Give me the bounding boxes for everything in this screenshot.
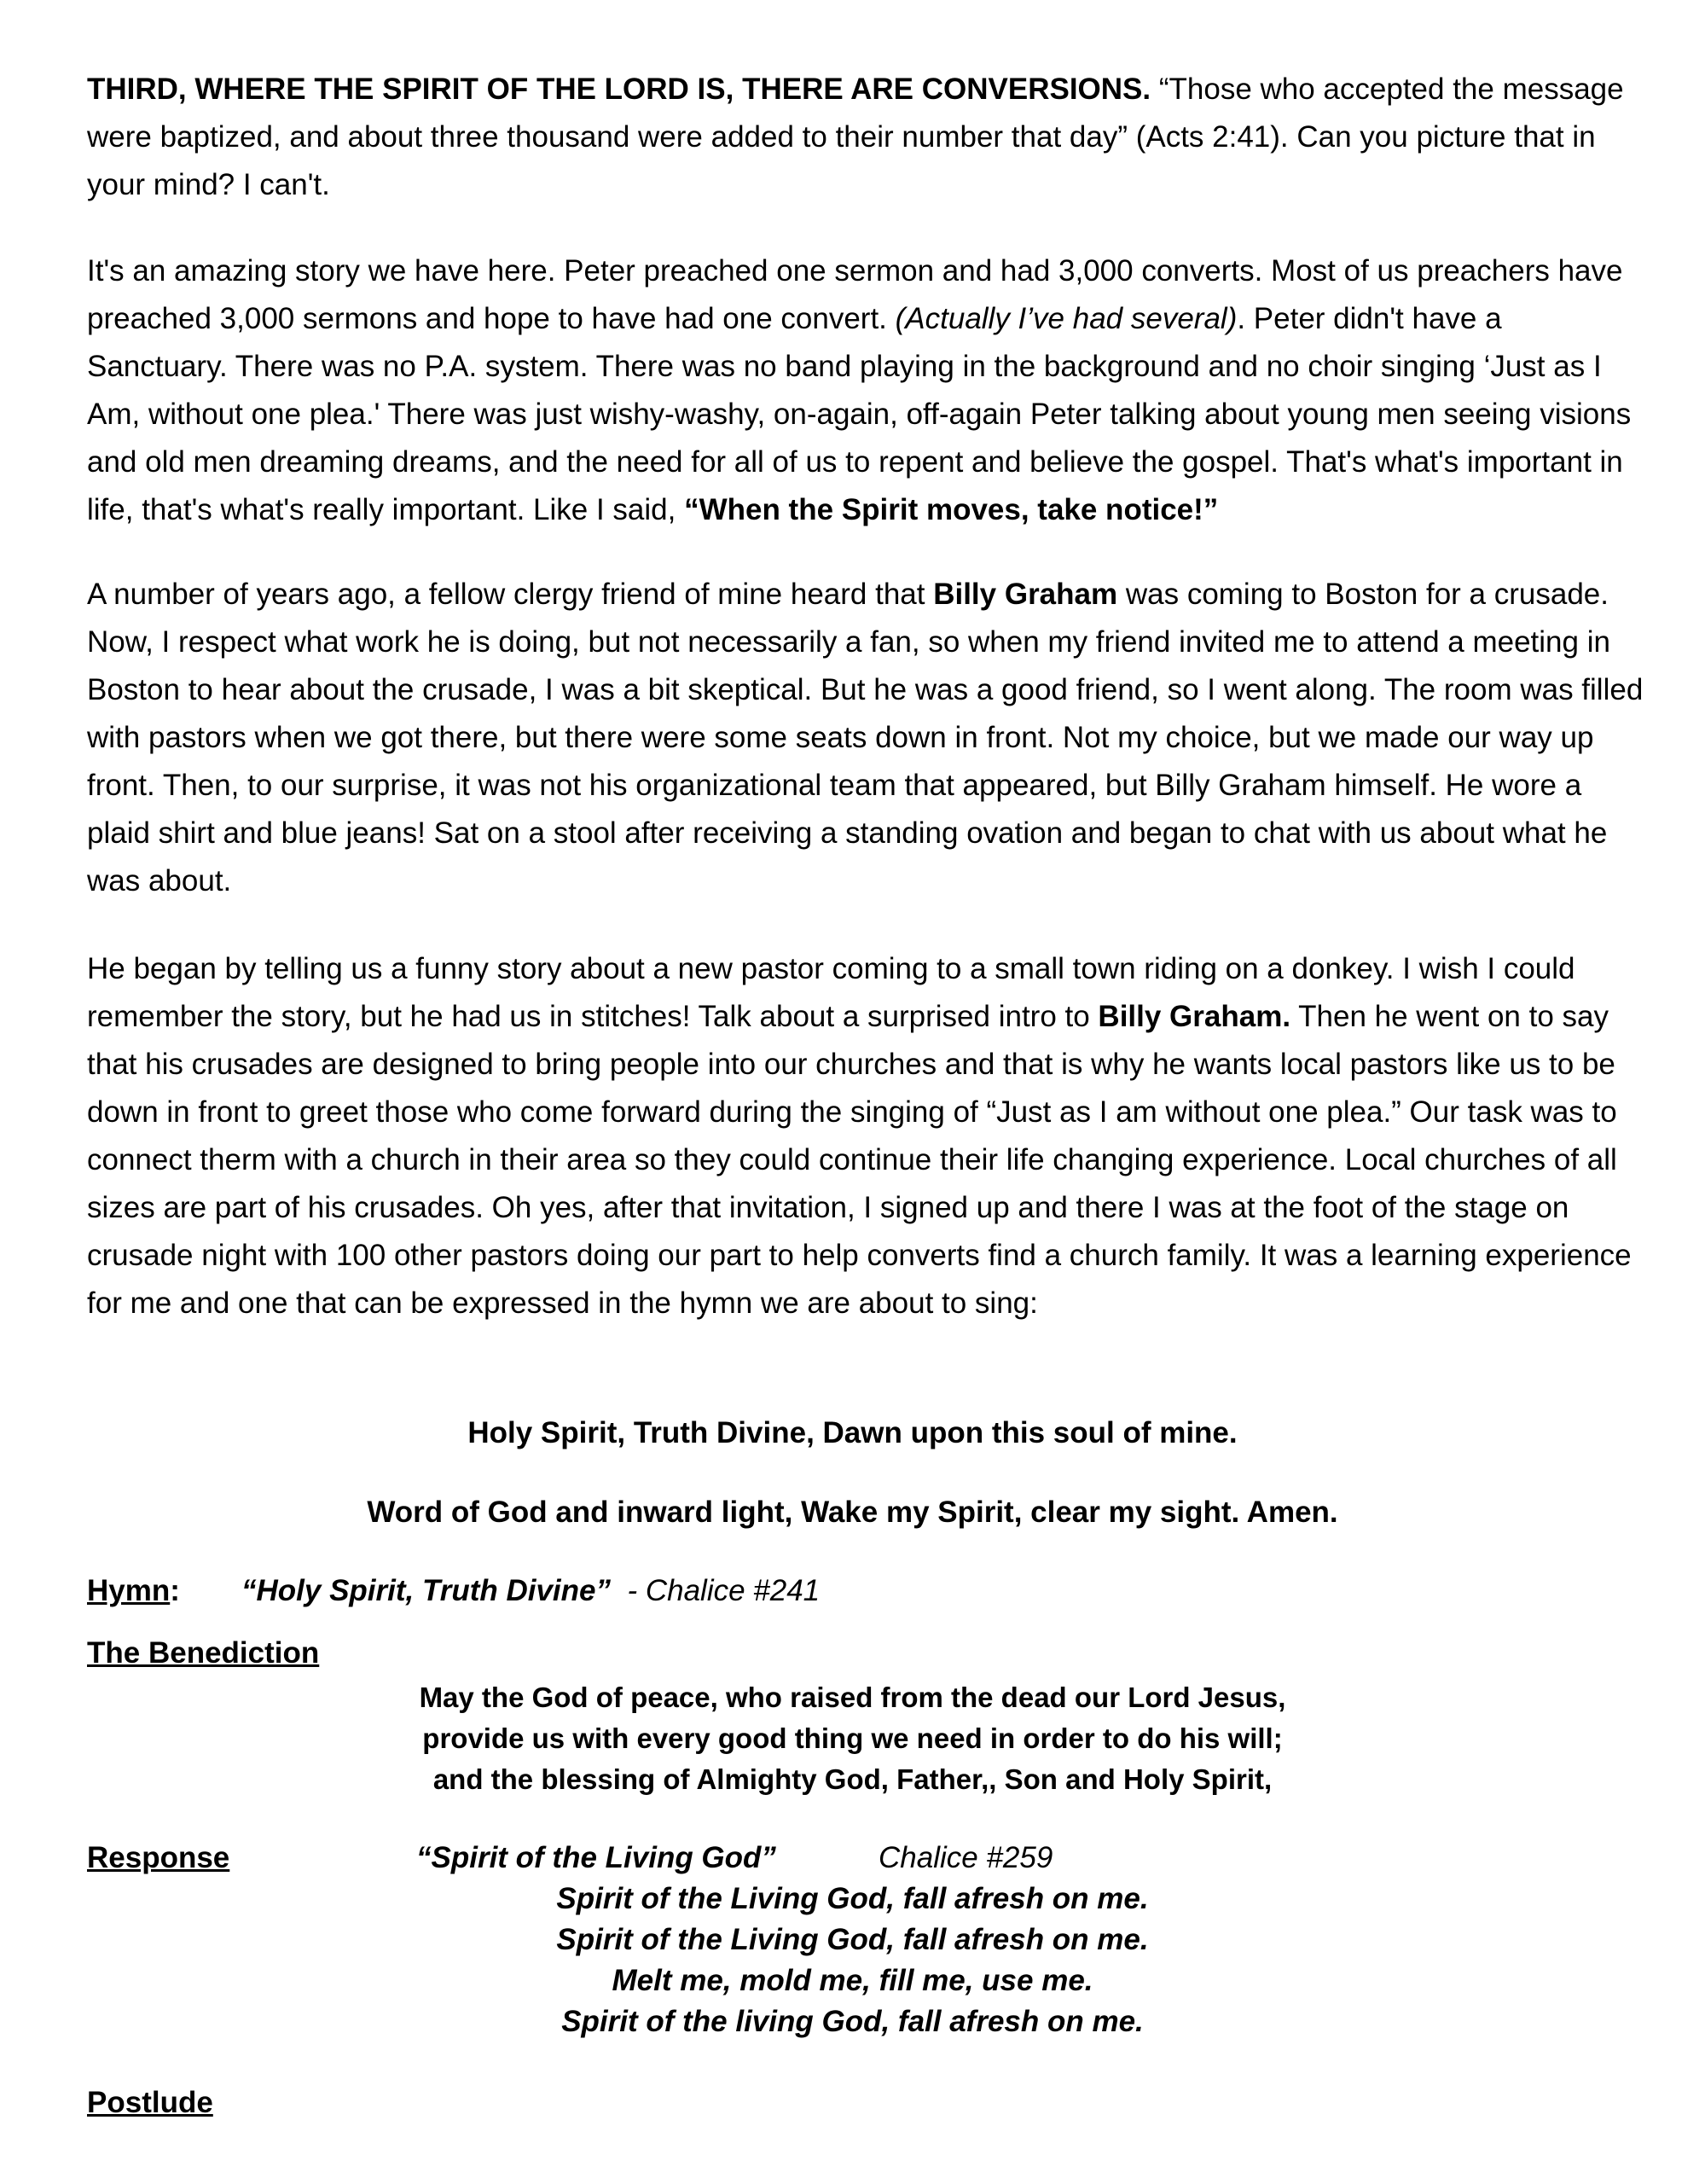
bold-name: Billy Graham [933,578,1118,611]
response-line-2: Spirit of the Living God, fall afresh on me. [556,1923,1149,1956]
paragraph-text: He began by telling us a funny story about a new pastor coming to a small town riding on a donkey. I wish I could remember the story, but he had us in stitches! Talk about a surprised intro to [87,952,1575,1033]
response-line-1: Spirit of the Living God, fall afresh on me. [556,1882,1149,1915]
benediction-line-3: and the blessing of Almighty God, Father,, Son and Holy Spirit, [432,1763,1273,1795]
paragraph-text: A number of years ago, a fellow clergy friend of mine heard that [87,578,934,611]
hymn-reference: - Chalice #241 [611,1574,821,1607]
verse-line-1: Holy Spirit, Truth Divine, Dawn upon this soul of mine. [467,1416,1238,1449]
hymn-label: Hymn [87,1574,171,1607]
response-line-3: Melt me, mold me, fill me, use me. [612,1964,1093,1997]
paragraph-text: was coming to Boston for a crusade. Now, I respect what work he is doing, but not necessarily a fan, so when my friend invited me to attend a meeting in Boston to hear about the crusade, I was a bit skeptical. But he was a good friend, so I went along. The room was filled with pastors when we got there, but there were some seats down in front. Not my choice, but we made our way up front. Then, to our surprise, it was not his organizational team that appeared, but Billy Graham himself. He wore a plaid shirt and blue jeans! Sat on a stool after receiving a standing ovation and began to chat with us about what he was about. [87,578,1644,897]
response-label: Response [87,1841,230,1874]
section-heading: THIRD, WHERE THE SPIRIT OF THE LORD IS, THERE ARE CONVERSIONS. [87,73,1151,106]
hymn-row [87,1574,180,1608]
verse-line-2: Word of God and inward light, Wake my Spirit, clear my sight. Amen. [367,1496,1338,1529]
hymn-title: “Holy Spirit, Truth Divine” [241,1574,612,1607]
hymn-colon: : [170,1574,180,1607]
hymn-title-row [241,1574,820,1608]
paragraph-text: It's an amazing story we have here. Peter preached one sermon and had 3,000 converts. Most of us preachers have preached 3,000 sermons and hope to have had one convert. [87,254,1623,335]
paragraph-text: “Those who accepted the message were baptized, and about three thousand were added to their number that day” (Acts 2:41). Can you picture that in your mind? I can't. [87,73,1624,201]
postlude-label: Postlude [87,2086,213,2119]
benediction-line-1: May the God of peace, who raised from the dead our Lord Jesus, [419,1682,1286,1713]
paragraph-text: Then he went on to say that his crusades are designed to bring people into our churches and that is why he wants local pastors like us to be down in front to greet those who come forward during the singing of “Just as I am without one plea.” Our task was to connect therm with a church in their area so they could continue their life changing experience. Local churches of all sizes are part of his crusades. Oh yes, after that invitation, I signed up and there I was at the foot of the stage on crusade night with 100 other pastors doing our part to help converts find a church family. It was a learning experience for me and one that can be expressed in the hymn we are about to sing: [87,1000,1632,1320]
paragraph-billy-graham [87,571,1648,905]
paragraph-crusade-story [87,945,1648,1327]
response-reference: Chalice #259 [879,1841,1053,1874]
paragraph-peter-sermon [87,247,1648,534]
italic-aside: (Actually I’ve had several) [895,302,1238,335]
benediction-label: The Benediction [87,1636,320,1670]
response-line-4: Spirit of the living God, fall afresh on me. [561,2005,1144,2038]
benediction-line-2: provide us with every good thing we need in order to do his will; [422,1722,1283,1754]
paragraph-conversions [87,66,1648,209]
paragraph-text: . Peter didn't have a Sanctuary. There was no P.A. system. There was no band playing in the background and no choir singing ‘Just as I Am, without one plea.' There was just wishy-washy, on-again, off-again Peter talking about young men seeing visions and old men dreaming dreams, and the need for all of us to repent and believe the gospel. That's what's important in life, that's what's really important. Like I said, [87,302,1632,526]
bold-name: Billy Graham. [1098,1000,1291,1033]
bold-quote: “When the Spirit moves, take notice!” [684,493,1219,526]
response-title: “Spirit of the Living God” [416,1841,776,1874]
